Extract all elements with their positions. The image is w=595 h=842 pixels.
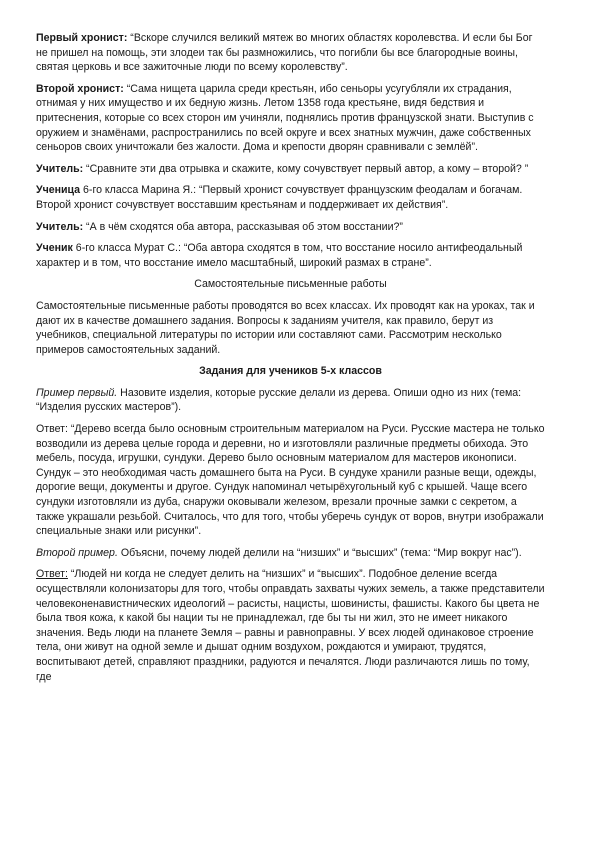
speaker-label: Второй хронист: [36,82,124,95]
speaker-label: Ученик [36,242,73,255]
answer-1-paragraph: Ответ: “Дерево всегда было основным строительным материалом на Руси. Русские мастера не только возводили из дерева целые города и деревни, но и изготовляли различные предметы обихода. Это мебель, посуда, игрушки, сундуки. Дерево было основным материалом для мастеров иконописи. Сундук – это необходимая часть домашнего быта на Руси. В сундуке хранили разные вещи, одежды, дорогие вещи, документы и другое. Сундук напоминал четырёхугольный куб с крышей. Чаще всего сундуки изготовляли из дуба, снаружи оковывали железом, врезали прочные замки с секретом, а также украшали резьбой. Считалось, что для того, чтобы уберечь сундук от воров, внутри изображали специальные знаки или рисунки”. [36,423,545,538]
paragraph-text: 6-го класса Мурат С.: “Оба автора сходятся в том, что восстание носило антифеодальный характер и в том, что восстание имело масштабный, широкий размах в стране”. [36,242,523,269]
speaker-label: Учитель: [36,220,84,233]
example-2-paragraph [36,546,545,561]
example-label: Второй пример. [36,546,118,559]
tasks-heading: Задания для учеников 5-х классов [199,365,382,378]
example-label: Пример первый. [36,386,118,399]
answer-label: Ответ: [36,568,68,581]
paragraph-text: “А в чём сходятся оба автора, рассказывая об этом восстании?” [83,220,403,233]
paragraph-text: 6-го класса Марина Я.: “Первый хронист сочувствует французским феодалам и богачам. Второй хронист сочувствует восставшим крестьянам и поддерживает их действия”. [36,184,523,211]
paragraph-text: “Вскоре случился великий мятеж во многих областях королевства. И если бы Бог не пришел на помощь, эти злодеи так бы размножились, что погибли бы все благородные воины, святая церковь и все зажиточные люди по всему королевству”. [36,32,533,74]
dialogue-paragraph-5 [36,220,545,235]
paragraph-text: “Сравните эти два отрывка и скажите, кому сочувствует первый автор, а кому – второй? ” [83,162,529,175]
paragraph-text: Объясни, почему людей делили на “низших” и “высших” (тема: “Мир вокруг нас”). [117,546,522,559]
paragraph-text: Назовите изделия, которые русские делали из дерева. Опиши одно из них (тема: “Изделия русских мастеров”). [36,386,522,414]
dialogue-paragraph-2 [36,82,545,155]
answer-2-paragraph [36,567,545,684]
paragraph-text: “Людей ни когда не следует делить на “низших” и “высших”. Подобное деление всегда осуществляли колонизаторы для того, чтобы оправдать захваты чужих земель, а также представители человеконенавистнических идеологий – расисты, нацисты, шовинисты, фашисты. Какого бы цвета не была твоя кожа, к какой бы нации ты не принадлежал, где бы ты ни жил, это не имеет никакого значения. Ведь люди на планете Земля – равны и равноправны. У всех людей одинаковое строение тела, они живут на одной земле и дышат одним воздухом, рождаются и умирают, трудятся, воспитывают детей, справляют праздники, радуются и печалятся. Люди различаются лишь по тому, где [36,568,545,683]
speaker-label: Учитель: [36,162,84,175]
section-heading: Самостоятельные письменные работы [194,278,387,291]
dialogue-paragraph-3 [36,162,545,177]
section-paragraph: Самостоятельные письменные работы проводятся во всех классах. Их проводят как на уроках, так и дают их в качестве домашнего задания. Вопросы к заданиям учителя, как правило, берут из учебников, специальной литературы по истории или составляют сами. Рассмотрим несколько примеров самостоятельных заданий. [36,299,535,356]
speaker-label: Первый хронист: [36,32,128,44]
dialogue-paragraph-4 [36,183,545,212]
paragraph-text: “Сама нищета царила среди крестьян, ибо сеньоры усугубляли их страдания, отнимая у них имущество и их бедную жизнь. Летом 1358 года крестьяне, видя бедствия и притеснения, которые со всех сторон им учиняли, поднялись против французской знати. Выступив с оружием и знамёнами, распространились по всей округе и всех знатных мужчин, даже собственных сеньоров своих уничтожали без жалости. Дома и крепости дворян сравнивали с землёй”. [36,82,534,154]
dialogue-paragraph-6 [36,241,545,270]
speaker-label: Ученица [36,184,81,197]
dialogue-paragraph-1 [36,31,545,75]
example-1-paragraph [36,386,545,415]
